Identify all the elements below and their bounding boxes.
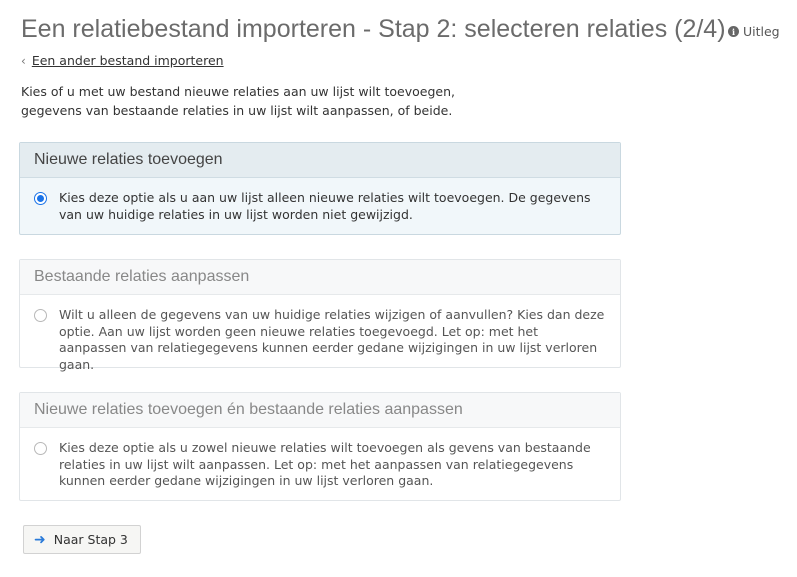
option-radio-add-new[interactable] [34, 192, 47, 205]
back-link[interactable] [21, 53, 224, 68]
back-link-label[interactable]: Een ander bestand importeren [31, 53, 224, 68]
intro-line-1: Kies of u met uw bestand nieuwe relaties aan uw lijst wilt toevoegen, [21, 84, 455, 99]
intro-text [21, 82, 481, 120]
option-radio-add-and-update[interactable] [34, 442, 47, 455]
arrow-right-icon: ➜ [34, 531, 46, 548]
option-description: Wilt u alleen de gegevens van uw huidige relaties wijzigen of aanvullen? Kies dan deze optie. Aan uw lijst worden geen nieuwe relaties toegevoegd. Let op: met het aanpassen van relatiegegevens kunnen eerder gedane wijzigingen in uw lijst verloren gaan. [59, 307, 605, 372]
option-title: Nieuwe relaties toevoegen én bestaande relaties aanpassen [20, 393, 620, 428]
option-panel-update-existing[interactable] [19, 259, 621, 372]
intro-line-2: gegevens van bestaande relaties in uw lijst wilt aanpassen, of beide. [21, 103, 453, 118]
info-icon: i [728, 26, 739, 37]
option-body[interactable] [20, 428, 620, 500]
option-radio-update-existing[interactable] [34, 309, 47, 322]
help-link[interactable] [728, 24, 780, 39]
next-step-button[interactable] [23, 525, 141, 554]
option-body[interactable] [20, 178, 620, 233]
option-description: Kies deze optie als u aan uw lijst alleen nieuwe relaties wilt toevoegen. De gegevens van uw huidige relaties in uw lijst worden niet gewijzigd. [59, 190, 591, 222]
chevron-left-icon: ‹ [21, 53, 26, 68]
help-label: Uitleg [743, 24, 780, 39]
option-panel-add-new[interactable] [19, 142, 621, 235]
option-body[interactable] [20, 295, 620, 383]
option-title: Nieuwe relaties toevoegen [20, 143, 620, 178]
next-step-label: Naar Stap 3 [53, 532, 128, 547]
option-panel-add-and-update[interactable] [19, 392, 621, 501]
option-description: Kies deze optie als u zowel nieuwe relaties wilt toevoegen als gevens van bestaande relaties in uw lijst wilt aanpassen. Let op: met het aanpassen van relatiegegevens kunnen eerder gedane wijzigingen in uw lijst verloren gaan. [59, 440, 591, 488]
option-title: Bestaande relaties aanpassen [20, 260, 620, 295]
page-title: Een relatiebestand importeren - Stap 2: selecteren relaties (2/4) [21, 15, 726, 43]
